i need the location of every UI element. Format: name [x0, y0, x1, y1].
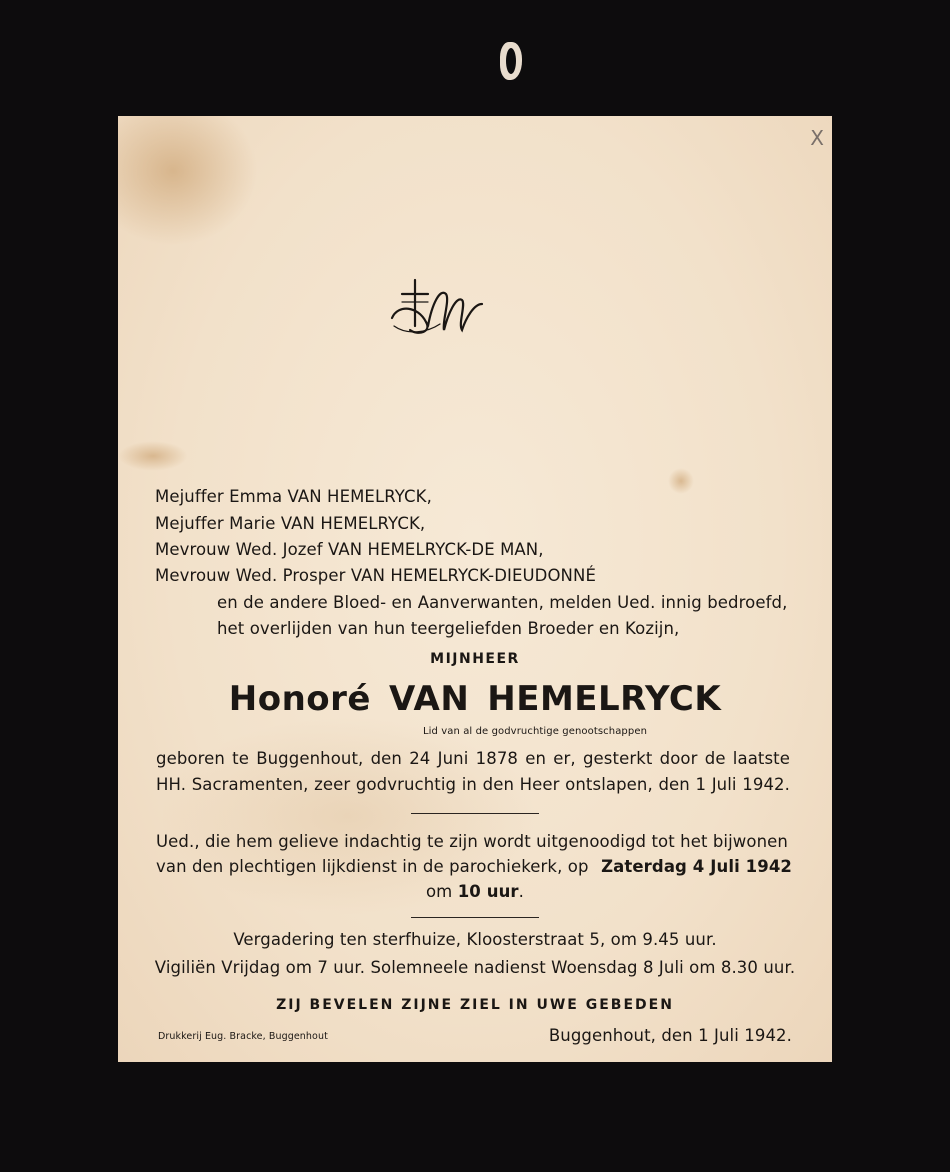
place-date: Buggenhout, den 1 Juli 1942.: [548, 1026, 792, 1045]
name-prefix: VAN: [389, 679, 470, 719]
birth-line: geboren te Buggenhout, den 24 Juni 1878 en er, gesterkt door de laatste: [156, 749, 790, 768]
invite-text: van den plechtigen lijkdienst in de parochiekerk, op: [156, 857, 589, 876]
membership-line: Lid van al de godvruchtige genootschappen: [422, 726, 648, 737]
meeting-line: Vergadering ten sterfhuize, Kloosterstraat 5, om 9.45 uur.: [233, 930, 717, 949]
deceased-name: [118, 679, 832, 719]
prayer-line: ZIJ BEVELEN ZIJNE ZIEL IN UWE GEBEDEN: [276, 997, 674, 1013]
last-name: HEMELRYCK: [487, 679, 722, 719]
announce-line: en de andere Bloed- en Aanverwanten, melden Ued. innig bedroefd,: [217, 593, 788, 612]
cross-monogram-icon: [388, 274, 488, 344]
family-line: Mejuffer Emma VAN HEMELRYCK,: [155, 487, 432, 506]
invite-time-line: [118, 882, 832, 901]
mourning-card: [118, 116, 832, 1062]
invite-line: [156, 857, 792, 876]
stain: [668, 468, 694, 494]
announce-line: het overlijden van hun teergeliefden Broeder en Kozijn,: [217, 619, 680, 638]
invite-text: om: [425, 882, 453, 901]
family-line: Mevrouw Wed. Jozef VAN HEMELRYCK-DE MAN,: [155, 540, 544, 559]
vigils-line: Vigiliën Vrijdag om 7 uur. Solemneele nadienst Woensdag 8 Juli om 8.30 uur.: [154, 958, 796, 977]
printer-line: Drukkerij Eug. Bracke, Buggenhout: [158, 1031, 328, 1042]
family-line: Mevrouw Wed. Prosper VAN HEMELRYCK-DIEUDONNÉ: [155, 566, 596, 585]
funeral-time: 10 uur: [457, 882, 519, 901]
first-name: Honoré: [228, 679, 371, 719]
family-line: Mejuffer Marie VAN HEMELRYCK,: [155, 514, 426, 533]
divider: [411, 917, 539, 918]
period: .: [518, 882, 525, 901]
death-line: HH. Sacramenten, zeer godvruchtig in den Heer ontslapen, den 1 Juli 1942.: [156, 775, 790, 794]
divider: [411, 813, 539, 814]
invite-line: Ued., die hem gelieve indachtig te zijn wordt uitgenoodigd tot het bijwonen: [156, 832, 788, 851]
funeral-date: Zaterdag 4 Juli 1942: [601, 857, 792, 876]
punched-hole: [500, 42, 522, 80]
stain: [118, 441, 188, 471]
corner-mark: X: [810, 126, 824, 150]
title-mijnheer: MIJNHEER: [430, 651, 520, 667]
stain: [118, 116, 258, 246]
